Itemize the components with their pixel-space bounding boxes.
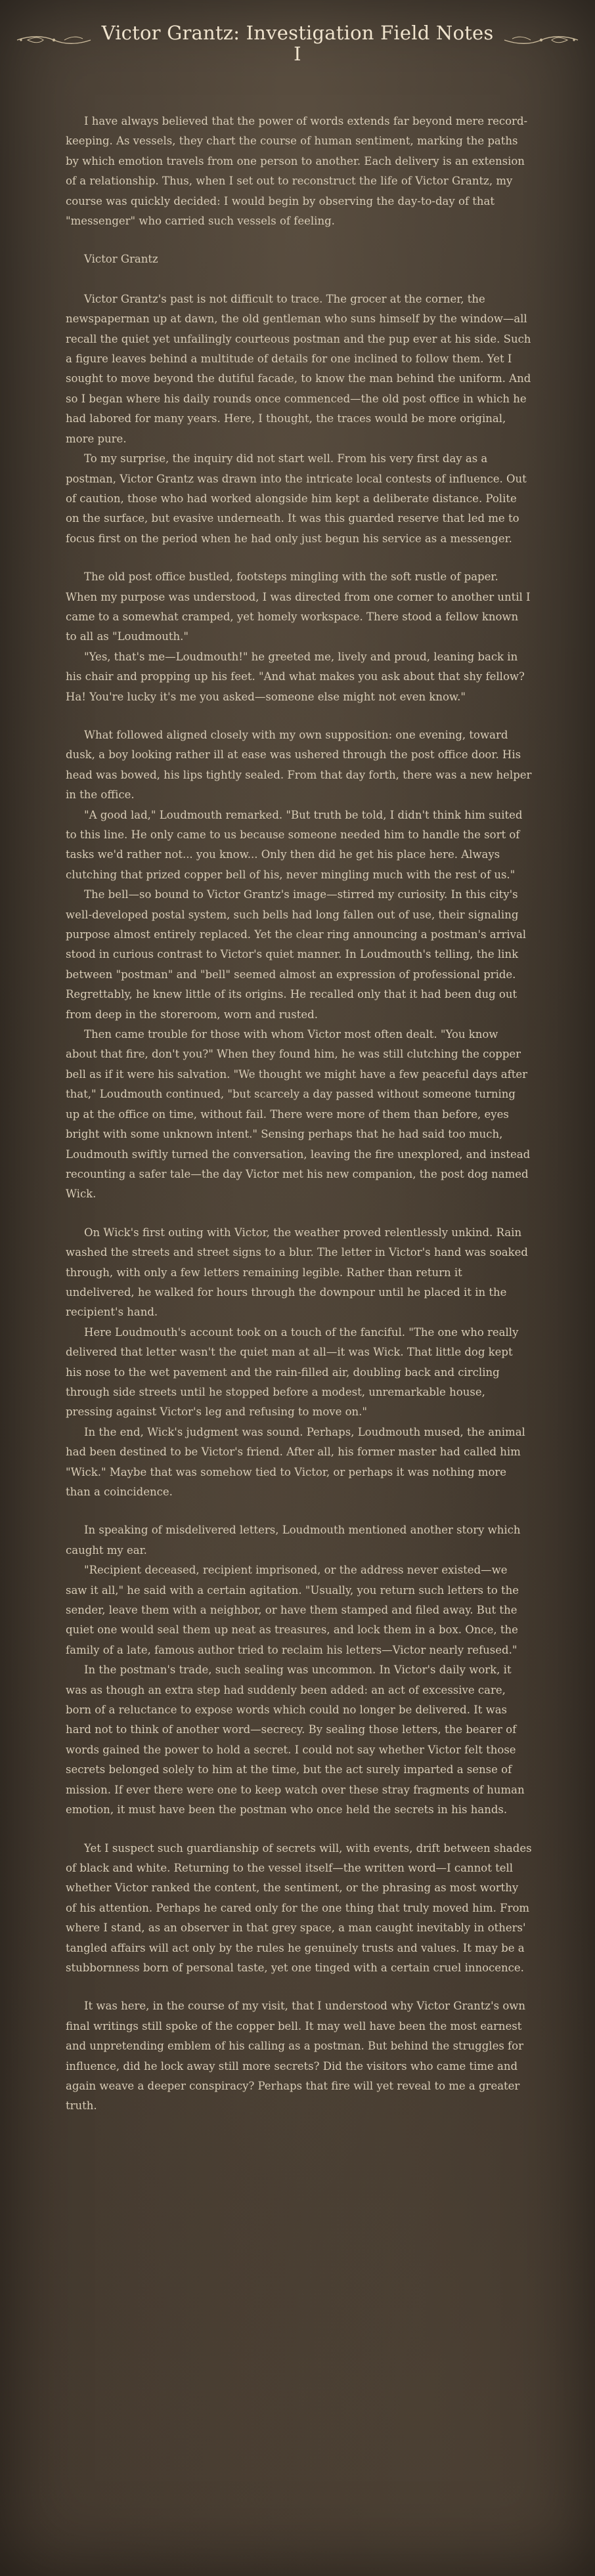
paragraph: To my surprise, the inquiry did not start well. From his very first day as a postman, Victor Grantz was drawn into the intricate local contests of influence. Out of caution, those who had worked alongside him kept a deliberate distance. Polite on the surface, but evasive underneath. It was this guarded reserve that led me to focus first on the period when he had only just begun his service as a messenger. xyxy=(66,452,527,545)
paragraph: Yet I suspect such guardianship of secrets will, with events, drift between shades of black and white. Returning to the vessel itself—the written word—I cannot tell whether Victor ranked the content, the sentiment, or the phrasing as most worthy of his attention. Perhaps he cared only for the one thing that truly moved him. From where I stand, as an observer in that grey space, a man caught inevitably in others' tangled affairs will act only by the rules he genuinely trusts and values. It may be a stubbornness born of personal taste, yet one tinged with a certain cruel innocence. xyxy=(66,1841,532,1974)
page-header xyxy=(0,0,595,77)
paragraph: "Yes, that's me—Loudmouth!" he greeted me, lively and proud, leaning back in his chair and propping up his feet. "And what makes you ask about that shy fellow? Ha! You're lucky it's me you asked—someone else might not even know." xyxy=(66,650,525,703)
paragraph: "A good lad," Loudmouth remarked. "But truth be told, I didn't think him suited to this line. He only came to us because someone needed him to handle the sort of tasks we'd rather not... you know... Only then did he get his place here. Always clutching that prized copper bell of his, never mingling much with the rest of us." xyxy=(66,808,523,881)
author-name: Victor Grantz xyxy=(84,253,158,266)
paragraph: In the end, Wick's judgment was sound. Perhaps, Loudmouth mused, the animal had been destined to be Victor's friend. After all, his former master had called him "Wick." Maybe that was somehow tied to Victor, or perhaps it was nothing more than a coincidence. xyxy=(66,1425,525,1498)
paragraph: Here Loudmouth's account took on a touch of the fanciful. "The one who really delivered that letter wasn't the quiet man at all—it was Wick. That little dog kept his nose to the wet pavement and the rain-filled air, doubling back and circling through side streets until he stopped before a modest, unremarkable house, pressing against Victor's leg and refusing to move on." xyxy=(66,1325,519,1419)
paragraph: In speaking of misdelivered letters, Loudmouth mentioned another story which caught my ear. xyxy=(66,1524,521,1556)
paragraph: Victor Grantz's past is not difficult to trace. The grocer at the corner, the newspaperman up at dawn, the old gentleman who suns himself by the window—all recall the quiet yet unfailingly courteous postman and the pup ever at his side. Such a figure leaves behind a multitude of details for one inclined to follow them. Yet I sought to move beyond the dutiful facade, to know the man behind the uniform. And so I began where his daily rounds once commenced—the old post office in which he had labored for many years. Here, I thought, the traces would be more original, more pure. xyxy=(66,292,531,445)
right-flourish-ornament xyxy=(502,33,581,47)
paragraph: The bell—so bound to Victor Grantz's image—stirred my curiosity. In this city's well-developed postal system, such bells had long fallen out of use, their signaling purpose almost entirely replaced. Yet the clear ring announcing a postman's arrival stood in curious contrast to Victor's quiet manner. In Loudmouth's telling, the link between "postman" and "bell" seemed almost an expression of professional pride. Regrettably, he knew little of its origins. He recalled only that it had been dug out from deep in the storeroom, worn and rusted. xyxy=(66,888,527,1021)
page-title: Victor Grantz: Investigation Field Notes I xyxy=(101,22,494,65)
paragraph: "Recipient deceased, recipient imprisoned, or the address never existed—we saw it all," he said with a certain agitation. "Usually, you return such letters to the sender, leave them with a neighbor, or have them stamped and filed away. But the quiet one would seal them up neat as treasures, and lock them in a box. Once, the family of a late, famous author tried to reclaim his letters—Victor nearly refused." xyxy=(66,1564,519,1656)
paragraph: I have always believed that the power of words extends far beyond mere record-keeping. As vessels, they chart the course of human sentiment, marking the paths by which emotion travels from one person to another. Each delivery is an extension of a relationship. Thus, when I set out to reconstruct the life of Victor Grantz, my course was quickly decided: I would begin by observing the day-to-day of that "messenger" who carried such vessels of feeling. xyxy=(66,115,528,228)
paragraph: What followed aligned closely with my own supposition: one evening, toward dusk, a boy looking rather ill at ease was ushered through the post office door. His head was bowed, his lips tightly sealed. From that day forth, there was a new helper in the office. xyxy=(66,728,532,802)
paragraph: Then came trouble for those with whom Victor most often dealt. "You know about that fire, don't you?" When they found him, he was still clutching the copper bell as if it were his salvation. "We thought we might have a few peaceful days after that," Loudmouth continued, "but scarcely a day passed without someone turning up at the office on time, without fail. There were more of them than before, eyes bright with some unknown intent." Sensing perhaps that he had said too much, Loudmouth swiftly turned the conversation, leaving the fire unexplored, and instead recounting a safer tale—the day Victor met his new companion, the post dog named Wick. xyxy=(66,1028,531,1201)
paragraph: The old post office bustled, footsteps mingling with the soft rustle of paper. When my purpose was understood, I was directed from one corner to another until I came to a somewhat cramped, yet homely workspace. There stood a fellow known to all as "Loudmouth." xyxy=(66,570,531,643)
paragraph: It was here, in the course of my visit, that I understood why Victor Grantz's own final writings still spoke of the copper bell. It may well have been the most earnest and unpretending emblem of his calling as a postman. But behind the struggles for influence, did he lock away still more secrets? Did the visitors who came time and again weave a deeper conspiracy? Perhaps that fire will yet reveal to me a greater truth. xyxy=(66,2000,526,2113)
left-flourish-ornament xyxy=(14,33,93,47)
paragraph: On Wick's first outing with Victor, the weather proved relentlessly unkind. Rain washed the streets and street signs to a blur. The letter in Victor's hand was soaked through, with only a few letters remaining legible. Rather than return it undelivered, he walked for hours through the downpour until he placed it in the recipient's hand. xyxy=(66,1226,528,1319)
notes-body xyxy=(0,77,595,2116)
paragraph: In the postman's trade, such sealing was uncommon. In Victor's daily work, it was as though an extra step had suddenly been added: an act of excessive care, born of a reluctance to expose words which could no longer be delivered. It was hard not to think of another word—secrecy. By sealing those letters, the bearer of words gained the power to hold a secret. I could not say whether Victor felt those secrets belonged solely to him at the time, but the act surely imparted a sense of mission. If ever there were one to keep watch over these stray fragments of human emotion, it must have been the postman who once held the secrets in his hands. xyxy=(66,1664,525,1816)
